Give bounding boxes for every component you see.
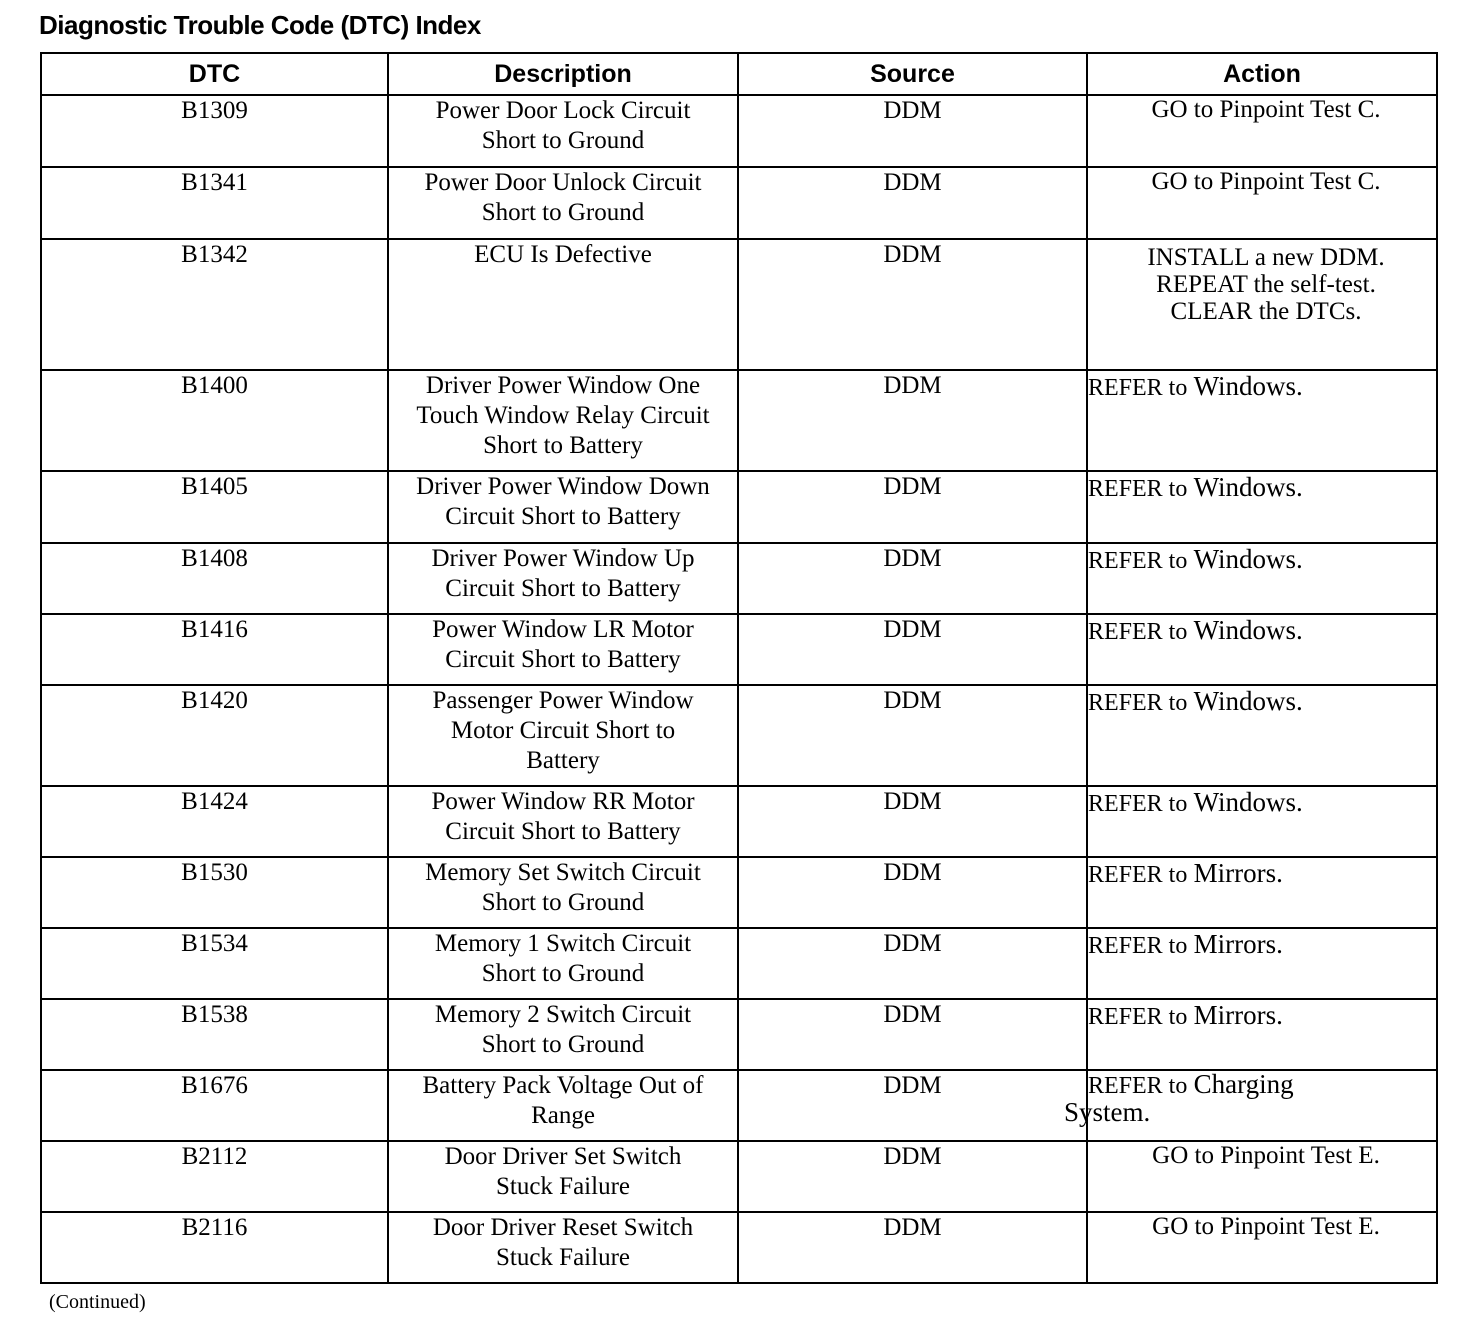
description-line: Door Driver Set Switch xyxy=(444,1143,682,1170)
dtc-source: DDM xyxy=(738,614,1087,685)
dtc-action xyxy=(1087,999,1437,1070)
dtc-description xyxy=(388,614,738,685)
dtc-source: DDM xyxy=(738,786,1087,857)
table-row xyxy=(41,95,1437,167)
dtc-description xyxy=(388,95,738,167)
dtc-description xyxy=(388,786,738,857)
table-row xyxy=(41,857,1437,928)
dtc-action xyxy=(1087,786,1437,857)
dtc-action xyxy=(1087,543,1437,614)
column-header-dtc: DTC xyxy=(41,53,388,95)
dtc-code: B1424 xyxy=(41,786,388,857)
description-line: Battery xyxy=(526,747,600,774)
dtc-code: B1341 xyxy=(41,167,388,239)
dtc-source: DDM xyxy=(738,928,1087,999)
dtc-source: DDM xyxy=(738,471,1087,543)
description-line: Circuit Short to Battery xyxy=(445,646,681,673)
dtc-source: DDM xyxy=(738,543,1087,614)
continued-note: (Continued) xyxy=(49,1291,146,1313)
dtc-code: B1416 xyxy=(41,614,388,685)
dtc-code: B1420 xyxy=(41,685,388,786)
action-line: GO to Pinpoint Test C. xyxy=(1151,96,1381,123)
action-line: GO to Pinpoint Test E. xyxy=(1152,1142,1380,1169)
dtc-action xyxy=(1087,95,1437,167)
action-lead: REFER to xyxy=(1088,862,1188,888)
description-line: Circuit Short to Battery xyxy=(445,503,681,530)
dtc-description xyxy=(388,857,738,928)
dtc-action xyxy=(1087,685,1437,786)
action-target: Charging xyxy=(1193,1069,1294,1099)
description-line: Power Window LR Motor xyxy=(432,616,694,643)
description-line: Range xyxy=(531,1102,595,1129)
dtc-source: DDM xyxy=(738,167,1087,239)
action-lead: REFER to xyxy=(1088,619,1188,645)
dtc-description xyxy=(388,999,738,1070)
description-line: Stuck Failure xyxy=(495,1244,630,1271)
action-target: Windows. xyxy=(1193,615,1303,645)
dtc-description xyxy=(388,1070,738,1141)
dtc-source: DDM xyxy=(738,857,1087,928)
column-header-description: Description xyxy=(388,53,738,95)
description-line: Memory 1 Switch Circuit xyxy=(434,930,692,957)
dtc-action xyxy=(1087,1212,1437,1283)
dtc-description xyxy=(388,370,738,471)
action-target: Windows. xyxy=(1193,544,1303,574)
action-target-continued: System. xyxy=(1064,1097,1151,1127)
table-row xyxy=(41,685,1437,786)
action-lead: REFER to xyxy=(1088,375,1188,401)
description-line: Short to Ground xyxy=(481,1031,645,1058)
dtc-source: DDM xyxy=(738,95,1087,167)
description-line: Driver Power Window Up xyxy=(431,545,695,572)
description-line: Short to Ground xyxy=(481,199,645,226)
action-lead: REFER to xyxy=(1088,476,1188,502)
action-target: Windows. xyxy=(1193,371,1303,401)
dtc-description xyxy=(388,1212,738,1283)
dtc-source: DDM xyxy=(738,685,1087,786)
dtc-source: DDM xyxy=(738,999,1087,1070)
table-row xyxy=(41,471,1437,543)
dtc-action xyxy=(1087,928,1437,999)
table-row xyxy=(41,1212,1437,1283)
dtc-action xyxy=(1087,167,1437,239)
dtc-code: B1405 xyxy=(41,471,388,543)
action-lead: REFER to xyxy=(1088,548,1188,574)
dtc-action xyxy=(1087,239,1437,370)
dtc-description xyxy=(388,471,738,543)
table-row xyxy=(41,1141,1437,1212)
action-lead: REFER to xyxy=(1088,1073,1188,1099)
description-line: Driver Power Window One xyxy=(425,372,701,399)
action-line: INSTALL a new DDM. xyxy=(1147,244,1385,271)
description-line: Power Door Unlock Circuit xyxy=(424,169,702,196)
table-row xyxy=(41,999,1437,1070)
action-target: Windows. xyxy=(1193,686,1303,716)
description-line: Circuit Short to Battery xyxy=(445,818,681,845)
dtc-index-table xyxy=(40,52,1438,1284)
dtc-action xyxy=(1087,1141,1437,1212)
description-line: Power Door Lock Circuit xyxy=(435,97,691,124)
dtc-code: B1676 xyxy=(41,1070,388,1141)
action-lead: REFER to xyxy=(1088,933,1188,959)
description-line: Door Driver Reset Switch xyxy=(432,1214,694,1241)
action-line: REPEAT the self-test. xyxy=(1156,271,1376,298)
dtc-description xyxy=(388,543,738,614)
dtc-code: B1538 xyxy=(41,999,388,1070)
table-row xyxy=(41,928,1437,999)
dtc-source: DDM xyxy=(738,239,1087,370)
dtc-code: B1530 xyxy=(41,857,388,928)
table-row xyxy=(41,1070,1437,1141)
dtc-description xyxy=(388,685,738,786)
dtc-action xyxy=(1087,370,1437,471)
description-line: Memory Set Switch Circuit xyxy=(425,859,701,886)
description-line: Short to Ground xyxy=(481,960,645,987)
dtc-action xyxy=(1087,471,1437,543)
action-line: GO to Pinpoint Test C. xyxy=(1151,168,1381,195)
table-row xyxy=(41,614,1437,685)
action-target: Windows. xyxy=(1193,787,1303,817)
description-line: Battery Pack Voltage Out of xyxy=(422,1072,704,1099)
description-line: Short to Ground xyxy=(481,889,645,916)
table-row xyxy=(41,370,1437,471)
table-row xyxy=(41,239,1437,370)
action-lead: REFER to xyxy=(1088,1004,1188,1030)
description-line: Touch Window Relay Circuit xyxy=(416,402,710,429)
dtc-description xyxy=(388,928,738,999)
dtc-code: B1534 xyxy=(41,928,388,999)
description-line: Memory 2 Switch Circuit xyxy=(434,1001,692,1028)
dtc-source: DDM xyxy=(738,1070,1087,1141)
description-line: Short to Battery xyxy=(483,432,643,459)
dtc-code: B1342 xyxy=(41,239,388,370)
description-line: Passenger Power Window xyxy=(432,687,694,714)
action-target: Mirrors. xyxy=(1193,929,1283,959)
page-title: Diagnostic Trouble Code (DTC) Index xyxy=(39,10,481,40)
action-line: CLEAR the DTCs. xyxy=(1170,298,1362,325)
description-line: Power Window RR Motor xyxy=(431,788,695,815)
column-header-action: Action xyxy=(1087,53,1437,95)
column-header-source: Source xyxy=(738,53,1087,95)
dtc-description xyxy=(388,239,738,370)
description-line: Driver Power Window Down xyxy=(416,473,710,500)
action-line: GO to Pinpoint Test E. xyxy=(1152,1213,1380,1240)
dtc-action xyxy=(1087,857,1437,928)
description-line: Motor Circuit Short to xyxy=(450,717,676,744)
dtc-source: DDM xyxy=(738,370,1087,471)
dtc-code: B2116 xyxy=(41,1212,388,1283)
description-line: Short to Ground xyxy=(481,127,645,154)
dtc-code: B1408 xyxy=(41,543,388,614)
dtc-code: B1400 xyxy=(41,370,388,471)
table-row xyxy=(41,167,1437,239)
table-row xyxy=(41,786,1437,857)
action-target: Windows. xyxy=(1193,472,1303,502)
table-row xyxy=(41,543,1437,614)
action-target: Mirrors. xyxy=(1193,858,1283,888)
dtc-source: DDM xyxy=(738,1212,1087,1283)
table-header-row xyxy=(41,53,1437,95)
dtc-code: B2112 xyxy=(41,1141,388,1212)
dtc-description xyxy=(388,1141,738,1212)
dtc-code: B1309 xyxy=(41,95,388,167)
action-lead: REFER to xyxy=(1088,690,1188,716)
dtc-action xyxy=(1087,614,1437,685)
dtc-action xyxy=(1064,1069,1437,1141)
description-line: ECU Is Defective xyxy=(474,241,652,268)
dtc-source: DDM xyxy=(738,1141,1087,1212)
action-lead: REFER to xyxy=(1088,791,1188,817)
description-line: Stuck Failure xyxy=(495,1173,630,1200)
action-target: Mirrors. xyxy=(1193,1000,1283,1030)
action-line xyxy=(1088,1071,1436,1099)
dtc-description xyxy=(388,167,738,239)
description-line: Circuit Short to Battery xyxy=(445,575,681,602)
